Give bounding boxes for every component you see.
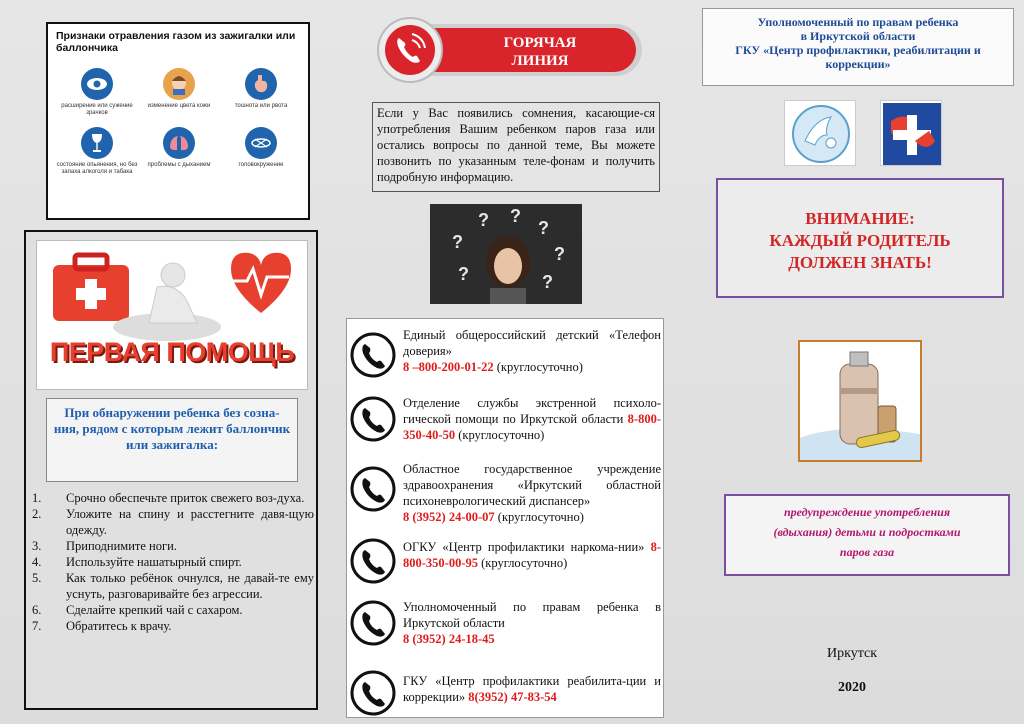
year-label: 2020 [838,680,866,695]
symptom-item [220,127,302,176]
first-aid-title: ПЕРВАЯ ПОМОЩЬ [49,337,295,367]
svg-text:?: ? [452,232,463,252]
contact-name: ГКУ «Центр профилактики реабилита-ции и коррекции» [403,674,661,704]
phone-handset-icon [349,395,397,443]
list-item [32,570,314,602]
phone-handset-icon [349,669,397,717]
symptom-label: изменение цвета кожи [147,103,211,109]
intro-text: Если у Вас появились сомнения, касающие-ся употребления Вашим ребенком паров газа или остались вопросы по данной теме, Вы можете позвонить по указанным теле-фонам и получить подробную информацию. [372,102,660,192]
step-number: 3. [32,539,42,553]
step-text: Используйте нашатырный спирт. [66,555,242,569]
symptom-item [56,68,138,117]
step-number: 6. [32,603,42,617]
hotline-line1: ГОРЯЧАЯ [503,35,577,51]
list-item [32,490,314,506]
contact-text [403,599,661,647]
contacts-panel [346,318,664,718]
contact-phone: 8 –800-200-01-22 [403,360,494,374]
step-number: 7. [32,619,42,633]
gas-cylinder-image [798,340,922,462]
header-line1: Уполномоченный по правам ребенка [757,15,959,29]
prevention-line3: паров газа [839,545,895,559]
attention-line1: ВНИМАНИЕ: [805,209,915,228]
contact-phone: 8-800-350-40-50 [403,412,661,442]
symptom-label: тошнота или рвота [234,103,288,109]
contact-name: Уполномоченный по правам ребенка в Иркутской области [403,600,661,630]
list-item [32,554,314,570]
prevention-line1: предупреждение употребления [783,505,951,519]
phone-handset-icon [349,465,397,513]
lungs-icon [163,127,195,159]
contact-name: ОГКУ «Центр профилактики наркома-нии» [403,540,645,554]
face-icon [163,68,195,100]
step-text: Сделайте крепкий чай с сахаром. [66,603,243,617]
symptom-label: состояние опьянения, но без запаха алкоголя и табака [56,162,138,175]
wine-glass-icon [81,127,113,159]
symptom-item [138,127,220,176]
list-item [32,506,314,538]
contact-text [403,673,661,705]
city-label: Иркутск [826,646,878,661]
first-aid-banner [36,240,308,390]
step-number: 1. [32,491,42,505]
contact-text [403,395,661,443]
contact-text [403,539,661,571]
contact-phone: 8-800-350-00-95 [403,540,661,570]
contact-phone: 8 (3952) 24-00-07 [403,510,495,524]
phone-handset-icon [349,331,397,379]
list-item [32,618,314,634]
step-text: Как только ребёнок очнулся, не давай-те ему уснуть, разговаривайте без агрессии. [66,571,314,601]
step-number: 2. [32,507,42,521]
first-aid-steps [32,490,314,634]
contact-name: Областное государственное учреждение здравоохранения «Иркутский областной психоневрологический диспансер» [403,462,661,508]
symptom-label: проблемы с дыханием [147,162,211,168]
symptom-item [220,68,302,117]
svg-text:?: ? [458,264,469,284]
attention-line3: ДОЛЖЕН ЗНАТЬ! [788,253,932,272]
step-text: Приподнимите ноги. [66,539,177,553]
prevention-box [724,494,1010,576]
dizziness-icon [245,127,277,159]
symptom-item [56,127,138,176]
attention-box [716,178,1004,298]
header-line3: ГКУ «Центр профилактики, реабилитации и коррекции» [735,43,981,71]
contact-name: Отделение службы экстренной психоло-гической помощи по Иркутской области [403,396,661,426]
contact-text [403,327,661,375]
organization-header [702,8,1014,86]
hotline-banner [374,16,646,84]
contact-note: (круглосуточно) [494,510,584,524]
svg-text:?: ? [510,206,521,226]
header-line2: в Иркутской области [800,29,916,43]
thinking-woman-image [430,204,582,304]
hotline-line2: ЛИНИЯ [511,53,569,69]
first-aid-intro: При обнаружении ребенка без созна-ния, рядом с которым лежит баллончик или зажигалка: [46,398,298,482]
contact-phone: 8(3952) 47-83-54 [465,690,557,704]
contact-phone: 8 (3952) 24-18-45 [403,632,495,646]
first-aid-panel [24,230,318,710]
list-item [32,538,314,554]
symptom-item [138,68,220,117]
phone-handset-icon [349,537,397,585]
contact-note: (круглосуточно) [455,428,545,442]
ombudsman-logo [784,100,856,166]
symptom-label: головокружение [238,162,284,168]
list-item [32,602,314,618]
symptom-label: расширение или сужение зрачков [61,103,133,116]
stomach-icon [245,68,277,100]
contact-note: (круглосуточно) [478,556,568,570]
svg-text:?: ? [554,244,565,264]
attention-line2: КАЖДЫЙ РОДИТЕЛЬ [769,231,951,250]
center-logo [880,100,942,166]
step-text: Срочно обеспечьте приток свежего воз-духа. [66,491,305,505]
symptoms-grid [56,68,302,176]
svg-text:?: ? [538,218,549,238]
symptoms-title: Признаки отравления газом из зажигалки или баллончика [56,30,296,54]
symptoms-panel [46,22,310,220]
step-number: 4. [32,555,42,569]
step-text: Обратитесь к врачу. [66,619,172,633]
phone-handset-icon [349,599,397,647]
prevention-line2: (вдыхания) детьми и подростками [773,525,961,539]
contact-name: Единый общероссийский детский «Телефон доверия» [403,328,661,358]
contact-note: (круглосуточно) [493,360,583,374]
step-number: 5. [32,571,42,585]
eye-icon [81,68,113,100]
step-text: Уложите на спину и расстегните давя-щую одежду. [66,507,314,537]
svg-text:?: ? [478,210,489,230]
contact-text [403,461,661,525]
svg-text:?: ? [542,272,553,292]
